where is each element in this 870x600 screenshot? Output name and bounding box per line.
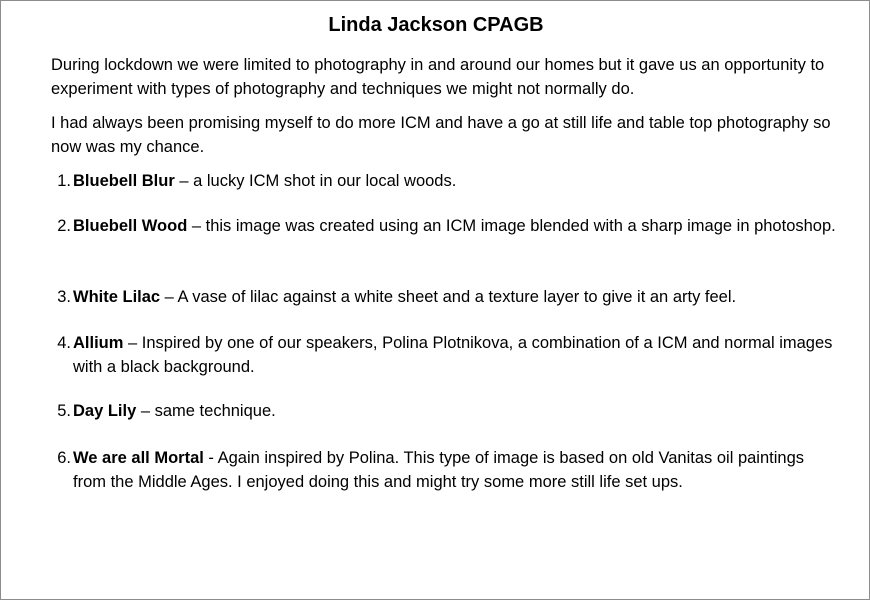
list-item-body bbox=[73, 169, 841, 193]
list-item-body bbox=[73, 214, 841, 238]
list-number: 5. bbox=[57, 402, 71, 420]
list-item-body bbox=[73, 331, 841, 379]
intro-paragraph: I had always been promising myself to do more ICM and have a go at still life and table top photography so now was my chance. bbox=[51, 114, 831, 156]
image-title: White Lilac bbox=[73, 288, 161, 306]
list-number: 3. bbox=[57, 288, 71, 306]
image-description: – a lucky ICM shot in our local woods. bbox=[174, 172, 457, 190]
list-item-body bbox=[73, 446, 841, 494]
image-title: Bluebell Blur bbox=[73, 172, 175, 190]
list-item-body bbox=[73, 399, 841, 423]
list-item-body bbox=[73, 285, 841, 309]
intro-paragraph: During lockdown we were limited to photography in and around our homes but it gave us an opportunity to experiment with types of photography and techniques we might not normally do. bbox=[51, 56, 825, 98]
image-title: We are all Mortal bbox=[73, 449, 204, 467]
image-description: – same technique. bbox=[136, 402, 276, 420]
list-number: 6. bbox=[57, 449, 71, 467]
image-description: – Inspired by one of our speakers, Polina Plotnikova, a combination of a ICM and normal images with a black background. bbox=[73, 334, 833, 376]
image-title: Bluebell Wood bbox=[73, 217, 188, 235]
image-description: – this image was created using an ICM image blended with a sharp image in photoshop. bbox=[187, 217, 836, 235]
page-title: Linda Jackson CPAGB bbox=[328, 14, 544, 36]
image-description: - Again inspired by Polina. This type of image is based on old Vanitas oil paintings from the Middle Ages. I enjoyed doing this and might try some more still life set ups. bbox=[73, 449, 804, 491]
list-number: 2. bbox=[57, 217, 71, 235]
image-title: Day Lily bbox=[73, 402, 137, 420]
list-number: 1. bbox=[57, 172, 71, 190]
image-title: Allium bbox=[73, 334, 124, 352]
image-description: – A vase of lilac against a white sheet and a texture layer to give it an arty feel. bbox=[160, 288, 737, 306]
list-number: 4. bbox=[57, 334, 71, 352]
